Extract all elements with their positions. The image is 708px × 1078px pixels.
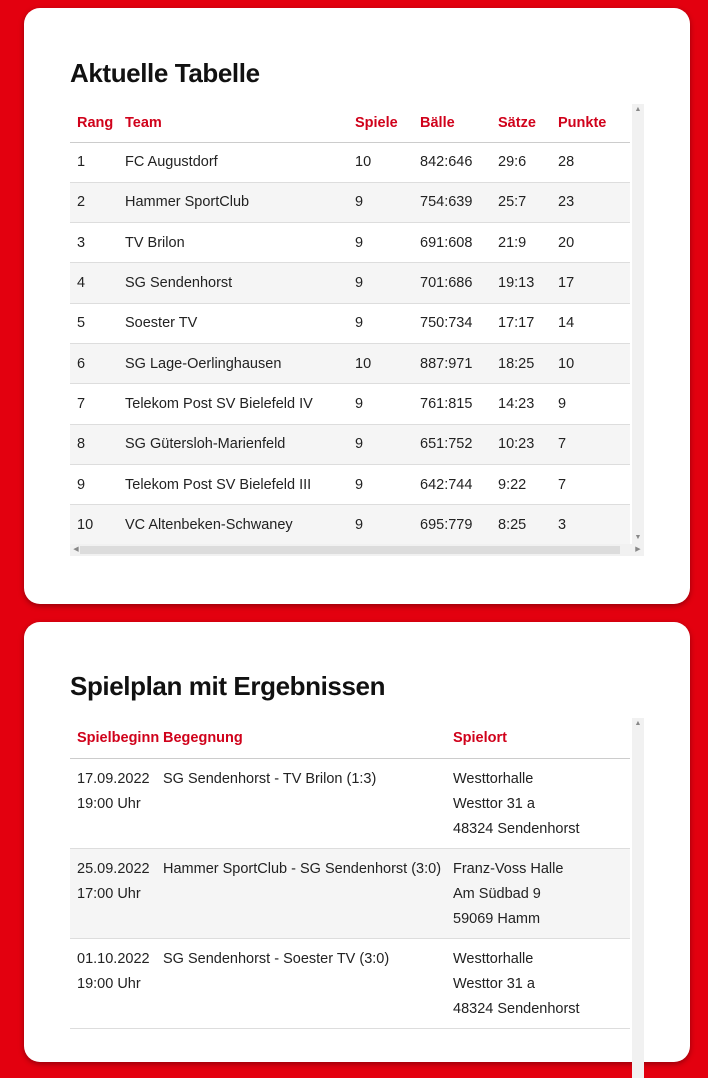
cell-saetze: 25:7	[498, 182, 558, 222]
cell-spiele: 9	[355, 424, 420, 464]
cell-baelle: 887:971	[420, 343, 498, 383]
standings-card	[24, 8, 690, 604]
arrow-left-icon[interactable]: ◀	[73, 546, 79, 553]
match-date: 01.10.2022	[77, 950, 150, 967]
cell-begegnung: Hammer SportClub - SG Sendenhorst (3:0)	[163, 848, 453, 938]
cell-spiele: 9	[355, 384, 420, 424]
cell-spiele: 9	[355, 464, 420, 504]
match-date: 25.09.2022	[77, 860, 150, 877]
cell-saetze: 8:25	[498, 505, 558, 545]
cell-saetze: 19:13	[498, 263, 558, 303]
horizontal-scroll-thumb[interactable]	[80, 546, 620, 554]
table-row	[70, 263, 630, 303]
venue-street: Westtor 31 a	[453, 795, 535, 812]
standings-table	[70, 104, 630, 545]
cell-baelle: 701:686	[420, 263, 498, 303]
cell-team: SG Lage-Oerlinghausen	[125, 343, 355, 383]
table-row	[70, 384, 630, 424]
cell-baelle: 842:646	[420, 142, 498, 182]
table-row	[70, 343, 630, 383]
cell-punkte: 14	[558, 303, 630, 343]
venue-city: 48324 Sendenhorst	[453, 1000, 580, 1017]
cell-rang: 3	[70, 223, 125, 263]
table-row	[70, 758, 630, 848]
cell-baelle: 750:734	[420, 303, 498, 343]
cell-team: SG Gütersloh-Marienfeld	[125, 424, 355, 464]
table-row	[70, 938, 630, 1028]
cell-punkte: 9	[558, 384, 630, 424]
cell-spielbeginn	[70, 758, 163, 848]
arrow-down-icon[interactable]: ▼	[634, 534, 642, 541]
cell-baelle: 642:744	[420, 464, 498, 504]
cell-rang: 9	[70, 464, 125, 504]
standings-header-row	[70, 104, 630, 142]
standings-horizontal-scrollbar[interactable]	[70, 544, 644, 556]
cell-punkte: 7	[558, 424, 630, 464]
standings-table-container[interactable]	[70, 104, 644, 556]
cell-baelle: 651:752	[420, 424, 498, 464]
cell-spielort	[453, 758, 630, 848]
venue-city: 48324 Sendenhorst	[453, 820, 580, 837]
cell-team: FC Augustdorf	[125, 142, 355, 182]
col-header-rang: Rang	[70, 104, 125, 142]
venue-name: Westtorhalle	[453, 770, 534, 787]
table-row	[70, 142, 630, 182]
match-date: 17.09.2022	[77, 770, 150, 787]
cell-punkte: 23	[558, 182, 630, 222]
col-header-team: Team	[125, 104, 355, 142]
table-row	[70, 182, 630, 222]
venue-name: Franz-Voss Halle	[453, 860, 564, 877]
col-header-baelle: Bälle	[420, 104, 498, 142]
cell-punkte: 28	[558, 142, 630, 182]
cell-rang: 10	[70, 505, 125, 545]
cell-rang: 6	[70, 343, 125, 383]
table-row	[70, 505, 630, 545]
cell-spiele: 9	[355, 182, 420, 222]
cell-spiele: 10	[355, 343, 420, 383]
cell-spielort	[453, 848, 630, 938]
cell-rang: 1	[70, 142, 125, 182]
col-header-spielort: Spielort	[453, 718, 630, 758]
cell-rang: 4	[70, 263, 125, 303]
venue-street: Westtor 31 a	[453, 975, 535, 992]
cell-baelle: 695:779	[420, 505, 498, 545]
cell-punkte: 7	[558, 464, 630, 504]
arrow-up-icon[interactable]: ▲	[634, 106, 642, 113]
cell-spiele: 9	[355, 303, 420, 343]
table-row	[70, 464, 630, 504]
schedule-table-container[interactable]	[70, 718, 644, 1078]
cell-saetze: 17:17	[498, 303, 558, 343]
cell-punkte: 20	[558, 223, 630, 263]
cell-team: TV Brilon	[125, 223, 355, 263]
table-row	[70, 424, 630, 464]
cell-spiele: 9	[355, 263, 420, 303]
col-header-punkte: Punkte	[558, 104, 630, 142]
cell-begegnung: SG Sendenhorst - TV Brilon (1:3)	[163, 758, 453, 848]
cell-spiele: 9	[355, 505, 420, 545]
cell-saetze: 29:6	[498, 142, 558, 182]
cell-saetze: 18:25	[498, 343, 558, 383]
cell-punkte: 3	[558, 505, 630, 545]
venue-city: 59069 Hamm	[453, 910, 541, 927]
venue-street: Am Südbad 9	[453, 885, 541, 902]
cell-saetze: 21:9	[498, 223, 558, 263]
cell-spielort	[453, 938, 630, 1028]
standings-title: Aktuelle Tabelle	[70, 58, 260, 88]
arrow-right-icon[interactable]: ▶	[635, 546, 641, 553]
col-header-spiele: Spiele	[355, 104, 420, 142]
cell-spielbeginn	[70, 848, 163, 938]
cell-spiele: 9	[355, 223, 420, 263]
match-time: 19:00 Uhr	[77, 795, 141, 812]
cell-team: VC Altenbeken-Schwaney	[125, 505, 355, 545]
match-time: 19:00 Uhr	[77, 975, 141, 992]
schedule-title: Spielplan mit Ergebnissen	[70, 671, 386, 701]
cell-punkte: 17	[558, 263, 630, 303]
cell-team: Telekom Post SV Bielefeld IV	[125, 384, 355, 424]
cell-rang: 2	[70, 182, 125, 222]
table-row	[70, 303, 630, 343]
col-header-saetze: Sätze	[498, 104, 558, 142]
cell-team: Hammer SportClub	[125, 182, 355, 222]
schedule-table	[70, 718, 630, 1029]
cell-team: SG Sendenhorst	[125, 263, 355, 303]
cell-saetze: 14:23	[498, 384, 558, 424]
cell-team: Telekom Post SV Bielefeld III	[125, 464, 355, 504]
standings-vertical-scrollbar[interactable]	[632, 104, 644, 544]
schedule-card	[24, 622, 690, 1062]
col-header-begegnung: Begegnung	[163, 718, 453, 758]
cell-rang: 5	[70, 303, 125, 343]
cell-rang: 7	[70, 384, 125, 424]
cell-saetze: 9:22	[498, 464, 558, 504]
cell-spiele: 10	[355, 142, 420, 182]
cell-spielbeginn	[70, 938, 163, 1028]
cell-team: Soester TV	[125, 303, 355, 343]
cell-baelle: 691:608	[420, 223, 498, 263]
venue-name: Westtorhalle	[453, 950, 534, 967]
col-header-spielbeginn: Spielbeginn	[70, 718, 163, 758]
schedule-vertical-scrollbar[interactable]	[632, 718, 644, 1078]
table-row	[70, 848, 630, 938]
arrow-up-icon[interactable]: ▲	[634, 720, 642, 727]
cell-baelle: 761:815	[420, 384, 498, 424]
cell-baelle: 754:639	[420, 182, 498, 222]
schedule-header-row	[70, 718, 630, 758]
table-row	[70, 223, 630, 263]
cell-rang: 8	[70, 424, 125, 464]
cell-begegnung: SG Sendenhorst - Soester TV (3:0)	[163, 938, 453, 1028]
cell-saetze: 10:23	[498, 424, 558, 464]
match-time: 17:00 Uhr	[77, 885, 141, 902]
cell-punkte: 10	[558, 343, 630, 383]
